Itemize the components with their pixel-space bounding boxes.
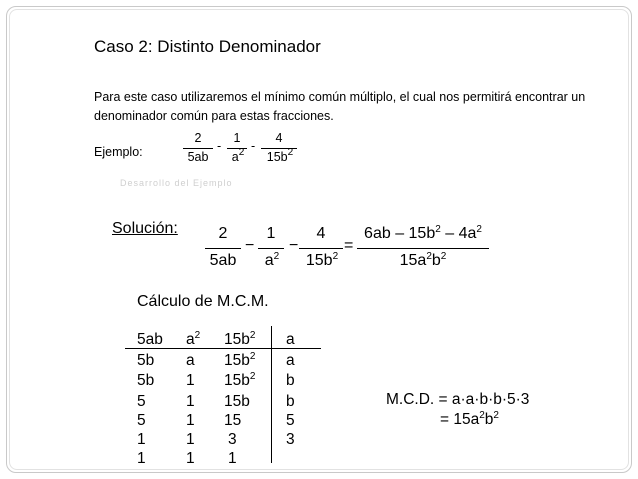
example-f3-den — [261, 147, 299, 164]
solution-f2-bar — [258, 248, 284, 249]
example-expression — [183, 131, 303, 176]
table-cell: 5 — [137, 393, 146, 410]
example-f3-den-exp: 2 — [287, 147, 294, 158]
table-cell: 3 — [286, 431, 295, 448]
table-cell-base: 15b — [224, 352, 250, 369]
table-cell: 1 — [228, 450, 237, 467]
table-cell: 5b — [137, 352, 155, 369]
table-cell: 3 — [228, 431, 237, 448]
ejemplo-label: Ejemplo: — [94, 145, 143, 159]
table-cell: 15b — [224, 393, 250, 410]
solution-f1-num: 2 — [218, 225, 228, 242]
solution-result-den-exp1: 2 — [426, 251, 432, 262]
table-cell — [224, 352, 255, 369]
table-cell: 1 — [137, 450, 146, 467]
solution-op2: − — [289, 237, 299, 254]
mcd-line-2-part2: b — [484, 411, 494, 428]
mcd-line-2 — [440, 411, 499, 429]
table-horizontal-line — [125, 348, 321, 349]
solution-result-num-part1: 6ab – 15b — [364, 225, 436, 242]
solution-result-num-part2: – 4a — [440, 225, 477, 242]
table-cell: a — [286, 331, 295, 348]
solucion-label: Solución: — [112, 220, 178, 237]
solution-f2-den-exp: 2 — [273, 251, 280, 262]
table-cell: 5 — [286, 412, 295, 429]
mcd-line-2-part1: = 15a — [440, 411, 480, 428]
table-cell-exp: 2 — [249, 351, 256, 362]
table-vertical-line — [271, 326, 272, 463]
solution-op1: − — [245, 237, 255, 254]
example-op1: - — [217, 139, 222, 153]
solution-result-den-exp2: 2 — [440, 251, 447, 262]
solution-result-bar — [357, 248, 489, 249]
table-cell: 1 — [186, 450, 195, 467]
solution-f1-bar — [205, 248, 241, 249]
mcd-line-2-exp1: 2 — [479, 410, 485, 421]
example-f3-den-base: 15b — [266, 150, 288, 164]
solution-expression — [205, 225, 505, 281]
table-cell: 1 — [137, 431, 146, 448]
table-cell — [186, 331, 200, 348]
solution-f2-num: 1 — [266, 225, 276, 242]
table-cell-base: 15b — [224, 331, 250, 348]
solution-result-num — [357, 225, 489, 243]
table-cell: 5b — [137, 372, 155, 389]
solution-f3-bar — [299, 248, 343, 249]
example-f2-num: 1 — [233, 131, 241, 145]
table-cell: 5 — [137, 412, 146, 429]
solution-result-den — [357, 252, 489, 270]
mcd-line-2-exp2: 2 — [493, 410, 499, 421]
table-cell-base: a — [186, 331, 195, 348]
table-cell-base: 15b — [224, 372, 250, 389]
table-cell: 1 — [186, 393, 195, 410]
table-cell — [224, 331, 255, 348]
table-cell — [224, 372, 255, 389]
example-f2-den — [227, 147, 249, 164]
mcm-title: Cálculo de M.C.M. — [137, 293, 269, 310]
solution-f3-den-exp: 2 — [332, 251, 339, 262]
table-cell: 1 — [186, 412, 195, 429]
example-f1-den: 5ab — [187, 150, 209, 164]
table-cell: a — [186, 352, 195, 369]
example-f2-den-exp: 2 — [238, 147, 245, 158]
solution-equals: = — [344, 237, 354, 254]
table-cell-exp: 2 — [249, 371, 256, 382]
solution-f3-num: 4 — [316, 225, 326, 242]
example-f3-num: 4 — [275, 131, 283, 145]
solution-f3-den-base: 15b — [305, 252, 333, 269]
faded-caption: Desarrollo del Ejemplo — [120, 178, 233, 188]
table-cell-exp: 2 — [194, 330, 201, 341]
solution-f1-den: 5ab — [209, 252, 237, 269]
table-cell: a — [286, 352, 295, 369]
mcd-line-1: M.C.D. = a·a·b·b·5·3 — [386, 391, 530, 408]
table-cell: b — [286, 372, 295, 389]
slide-title: Caso 2: Distinto Denominador — [94, 37, 321, 56]
solution-result-den-part1: 15a — [399, 252, 427, 269]
solution-f2-den — [258, 252, 286, 270]
example-f1-num: 2 — [194, 131, 202, 145]
solution-result-num-exp1: 2 — [435, 224, 441, 235]
table-cell-exp: 2 — [249, 330, 256, 341]
example-op2: - — [251, 139, 256, 153]
solution-f2-den-base: a — [264, 252, 274, 269]
example-f2-den-base: a — [231, 150, 239, 164]
table-cell: 5ab — [137, 331, 163, 348]
table-cell: 1 — [186, 431, 195, 448]
table-cell: 1 — [186, 372, 195, 389]
table-cell: 15 — [224, 412, 242, 429]
solution-result-den-part2: b — [431, 252, 441, 269]
table-cell: b — [286, 393, 295, 410]
solution-f3-den — [299, 252, 345, 270]
solution-result-num-exp2: 2 — [476, 224, 482, 235]
intro-paragraph: Para este caso utilizaremos el mínimo común múltiplo, el cual nos permitirá encontrar un denominador común para estas fracciones. — [94, 90, 586, 123]
